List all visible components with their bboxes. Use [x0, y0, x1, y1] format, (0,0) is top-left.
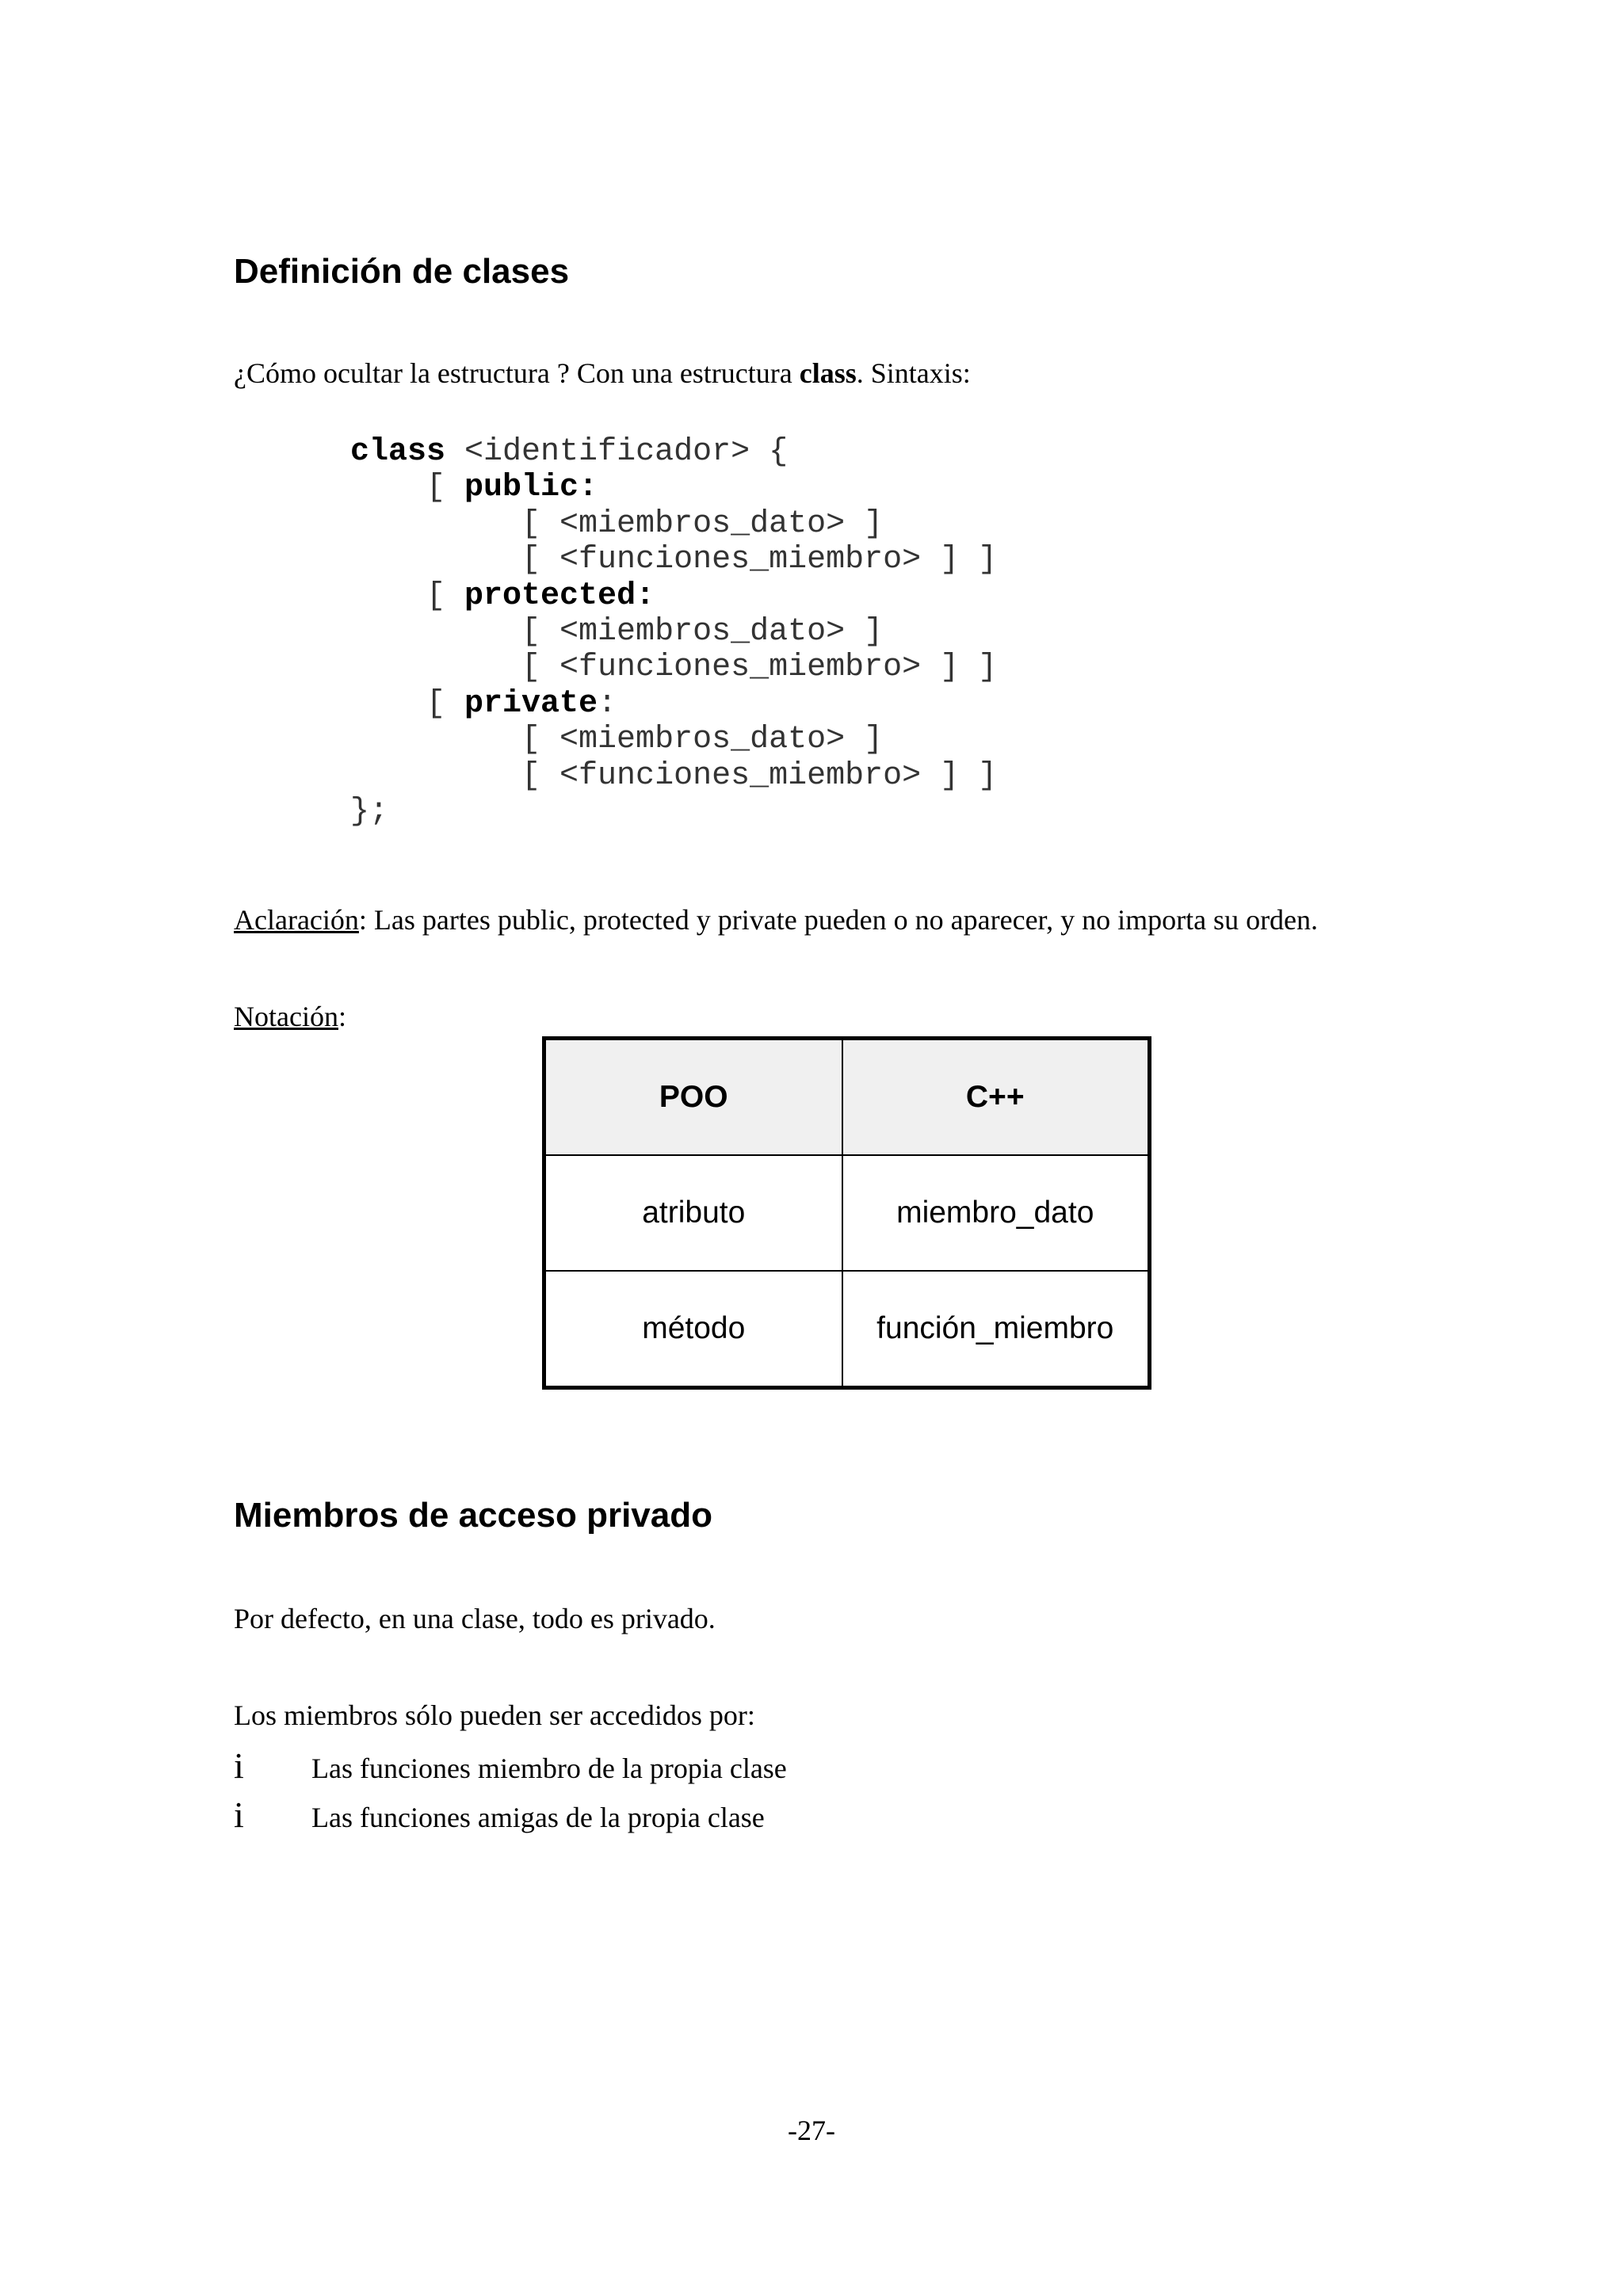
clarification-text: : Las partes public, protected y private pueden o no aparecer, y no importa su orden. [358, 904, 1319, 936]
table-header-cell: POO [544, 1039, 842, 1156]
table-row [544, 1271, 1150, 1388]
table-cell: miembro_dato [842, 1155, 1150, 1271]
table-row [544, 1155, 1150, 1271]
code-line: [ public: [350, 470, 598, 506]
intro-keyword: class [799, 357, 857, 389]
code-line: [ <funciones_miembro> ] ] [350, 757, 998, 794]
notation-label-paragraph: Notación: [234, 1001, 346, 1032]
bullet-marker: i [234, 1745, 244, 1786]
code-line: [ <miembros_dato> ] [350, 505, 884, 542]
bullet-marker: i [234, 1794, 244, 1835]
code-line: class <identificador> { [350, 434, 789, 470]
default-private-paragraph: Por defecto, en una clase, todo es privado. [234, 1603, 716, 1634]
list-item [234, 1745, 787, 1787]
intro-text-end: . Sintaxis: [856, 357, 971, 389]
class-syntax-code-block [350, 434, 997, 830]
code-line: [ <funciones_miembro> ] ] [350, 542, 998, 578]
table-header-row [544, 1039, 1150, 1156]
clarification-paragraph [234, 903, 1318, 936]
page-number: -27- [788, 2115, 835, 2146]
code-line: [ <funciones_miembro> ] ] [350, 650, 998, 686]
clarification-label: Aclaración [234, 904, 359, 936]
notation-label: Notación [234, 1001, 338, 1032]
list-item-text: Las funciones miembro de la propia clase [311, 1753, 787, 1784]
list-item-text: Las funciones amigas de la propia clase [311, 1802, 765, 1833]
section-title-private-members: Miembros de acceso privado [234, 1496, 712, 1535]
table-cell: función_miembro [842, 1271, 1150, 1388]
code-line: [ <miembros_dato> ] [350, 613, 884, 650]
intro-text: ¿Cómo ocultar la estructura ? Con una estructura [234, 357, 800, 389]
list-item [234, 1794, 765, 1836]
notation-table [542, 1036, 1151, 1390]
list-intro-paragraph: Los miembros sólo pueden ser accedidos por: [234, 1699, 755, 1731]
code-line: [ <miembros_dato> ] [350, 722, 884, 758]
section-title-class-definition: Definición de clases [234, 252, 570, 291]
table-cell: método [544, 1271, 842, 1388]
code-line: [ protected: [350, 578, 655, 614]
code-line: }; [350, 793, 389, 830]
intro-paragraph [234, 357, 971, 390]
table-header-cell: C++ [842, 1039, 1150, 1156]
table-cell: atributo [544, 1155, 842, 1271]
code-line: [ private: [350, 685, 617, 722]
